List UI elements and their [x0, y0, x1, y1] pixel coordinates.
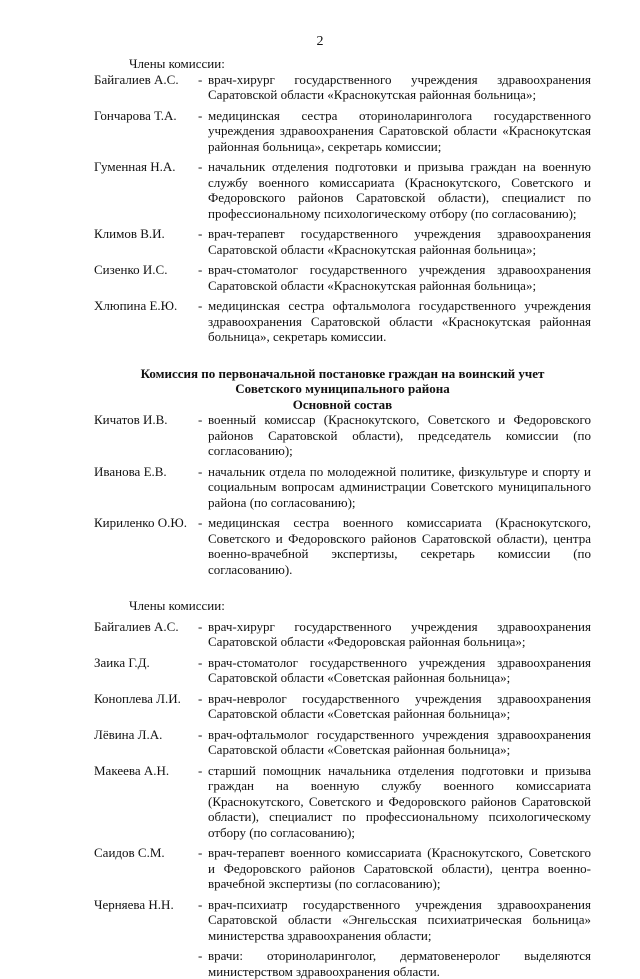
member-row: Макеева А.Н. - старший помощник начальника отделения подготовки и призыва граждан на военную службу военного комиссариата (Краснокутского, Советского и Федоровского районов Саратовской области), специалист по профессиональному психологическому отбору (по согласованию); [94, 762, 591, 840]
member-name: Гуменная Н.А. [94, 159, 176, 174]
member-row: Гуменная Н.А. - начальник отделения подготовки и призыва граждан на военную службу военного комиссариата (Краснокутского, Советского и Федоровского районов Саратовской области), специалист по профессиональному психологическому отбору (по согласованию); [94, 159, 591, 221]
member-role: военный комиссар (Краснокутского, Советского и Федоровского районов Саратовской области), председатель комиссии (по согласованию); [208, 412, 591, 458]
member-row: Сизенко И.С. - врач-стоматолог государственного учреждения здравоохранения Саратовской области «Краснокутская районная больница»; [94, 262, 591, 293]
member-name: Гончарова Т.А. [94, 107, 177, 123]
member-row: Хлюпина Е.Ю. - медицинская сестра офтальмолога государственного учреждения здравоохранения Саратовской области «Краснокутская районная больница», секретарь комиссии. [94, 298, 591, 344]
member-row: Гончарова Т.А. - медицинская сестра оториноларинголога государственного учреждения здравоохранения Саратовской области «Краснокутская районная больница», секретарь комиссии; [94, 107, 591, 154]
member-name: Байгалиев А.С. [94, 618, 179, 634]
member-name: Лёвина Л.А. [94, 726, 163, 742]
member-role: медицинская сестра военного комиссариата (Краснокутского, Советского и Федоровского районов Саратовской области), центра военно-врачебной экспертизы, секретарь комиссии (по согласованию). [208, 515, 591, 577]
member-role: врач-офтальмолог государственного учреждения здравоохранения Саратовской области «Советская районная больница»; [208, 726, 591, 757]
document-body [94, 56, 591, 979]
main-member-row: Кичатов И.В. - военный комиссар (Краснокутского, Советского и Федоровского районов Саратовской области), председатель комиссии (по согласованию); [94, 412, 591, 458]
member-role: старший помощник начальника отделения подготовки и призыва граждан на военную службу военного комиссариата (Краснокутского, Советского и Федоровского районов Саратовской области), специалист по профессиональному психологическому отбору (по согласованию); [208, 762, 591, 840]
member-row: Байгалиев А.С. - врач-хирург государственного учреждения здравоохранения Саратовской области «Краснокутская районная больница»; [94, 71, 591, 102]
member-row: Саидов С.М. - врач-терапевт военного комиссариата (Краснокутского, Советского и Федоровского районов Саратовской области), центра военно-врачебной экспертизы (по согласованию); [94, 845, 591, 891]
member-role: врач-стоматолог государственного учреждения здравоохранения Саратовской области «Краснокутская районная больница»; [208, 262, 591, 293]
member-row: Заика Г.Д. - врач-стоматолог государственного учреждения здравоохранения Саратовской области «Советская районная больница»; [94, 654, 591, 685]
member-name: Хлюпина Е.Ю. [94, 298, 178, 313]
member-role: начальник отдела по молодежной политике, физкультуре и спорту и социальным вопросам администрации Советского муниципального района (по согласованию); [208, 463, 591, 510]
footnote-row: - врачи: оториноларинголог, дерматовенеролог выделяются министерством здравоохранения области. [198, 948, 591, 979]
member-row: Климов В.И. - врач-терапевт государственного учреждения здравоохранения Саратовской области «Краснокутская районная больница»; [94, 226, 591, 257]
member-name: Иванова Е.В. [94, 463, 167, 479]
member-name: Коноплева Л.И. [94, 690, 181, 706]
commission-title-line1: Комиссия по первоначальной постановке граждан на воинский учет [140, 365, 545, 381]
member-role: врач-терапевт государственного учреждения здравоохранения Саратовской области «Краснокутская районная больница»; [208, 226, 591, 257]
member-name: Черняева Н.Н. [94, 896, 174, 912]
member-role: врач-хирург государственного учреждения здравоохранения Саратовской области «Краснокутская районная больница»; [208, 71, 591, 102]
main-member-row: Иванова Е.В. - начальник отдела по молодежной политике, физкультуре и спорту и социальным вопросам администрации Советского муниципального района (по согласованию); [94, 463, 591, 510]
member-name: Байгалиев А.С. [94, 71, 179, 87]
member-name: Климов В.И. [94, 226, 165, 241]
member-name: Кичатов И.В. [94, 412, 168, 427]
member-role: медицинская сестра офтальмолога государственного учреждения здравоохранения Саратовской области «Краснокутская районная больница», секретарь комиссии. [208, 298, 591, 344]
member-name: Саидов С.М. [94, 845, 165, 860]
members-heading: Члены комиссии: [129, 56, 225, 71]
member-role: начальник отделения подготовки и призыва граждан на военную службу военного комиссариата (Краснокутского, Советского и Федоровского районов Саратовской области), специалист по профессиональному психологическому отбору (по согласованию); [208, 159, 591, 221]
member-row: Коноплева Л.И. - врач-невролог государственного учреждения здравоохранения Саратовской области «Советская районная больница»; [94, 690, 591, 721]
member-role: врач-хирург государственного учреждения здравоохранения Саратовской области «Федоровская районная больница»; [208, 618, 591, 649]
member-role: врач-терапевт военного комиссариата (Краснокутского, Советского и Федоровского районов Саратовской области), центра военно-врачебной экспертизы (по согласованию); [208, 845, 591, 891]
member-name: Макеева А.Н. [94, 762, 170, 778]
member-role: медицинская сестра оториноларинголога государственного учреждения здравоохранения Саратовской области «Краснокутская районная больница», секретарь комиссии; [208, 107, 591, 154]
member-role: врач-психиатр государственного учреждения здравоохранения Саратовской области «Энгельсская психиатрическая больница» министерства здравоохранения области; [208, 896, 591, 943]
commission-title-line2: Советского муниципального района [235, 381, 450, 396]
member-name: Кириленко О.Ю. [94, 515, 187, 530]
member-row: Черняева Н.Н. - врач-психиатр государственного учреждения здравоохранения Саратовской области «Энгельсская психиатрическая больница» министерства здравоохранения области; [94, 896, 591, 943]
member-name: Сизенко И.С. [94, 262, 168, 277]
member-role: врач-невролог государственного учреждения здравоохранения Саратовской области «Советская районная больница»; [208, 690, 591, 721]
main-member-row: Кириленко О.Ю. - медицинская сестра военного комиссариата (Краснокутского, Советского и Федоровского районов Саратовской области), центра военно-врачебной экспертизы, секретарь комиссии (по согласованию). [94, 515, 591, 577]
member-row: Лёвина Л.А. - врач-офтальмолог государственного учреждения здравоохранения Саратовской области «Советская районная больница»; [94, 726, 591, 757]
page-number: 2 [316, 34, 324, 49]
member-row: Байгалиев А.С. - врач-хирург государственного учреждения здравоохранения Саратовской области «Федоровская районная больница»; [94, 618, 591, 649]
footnote-text: врачи: оториноларинголог, дерматовенеролог выделяются министерством здравоохранения области. [208, 948, 591, 979]
members-heading: Члены комиссии: [129, 598, 225, 613]
member-name: Заика Г.Д. [94, 654, 150, 670]
member-role: врач-стоматолог государственного учреждения здравоохранения Саратовской области «Советская районная больница»; [208, 654, 591, 685]
commission-subtitle: Основной состав [292, 396, 393, 412]
